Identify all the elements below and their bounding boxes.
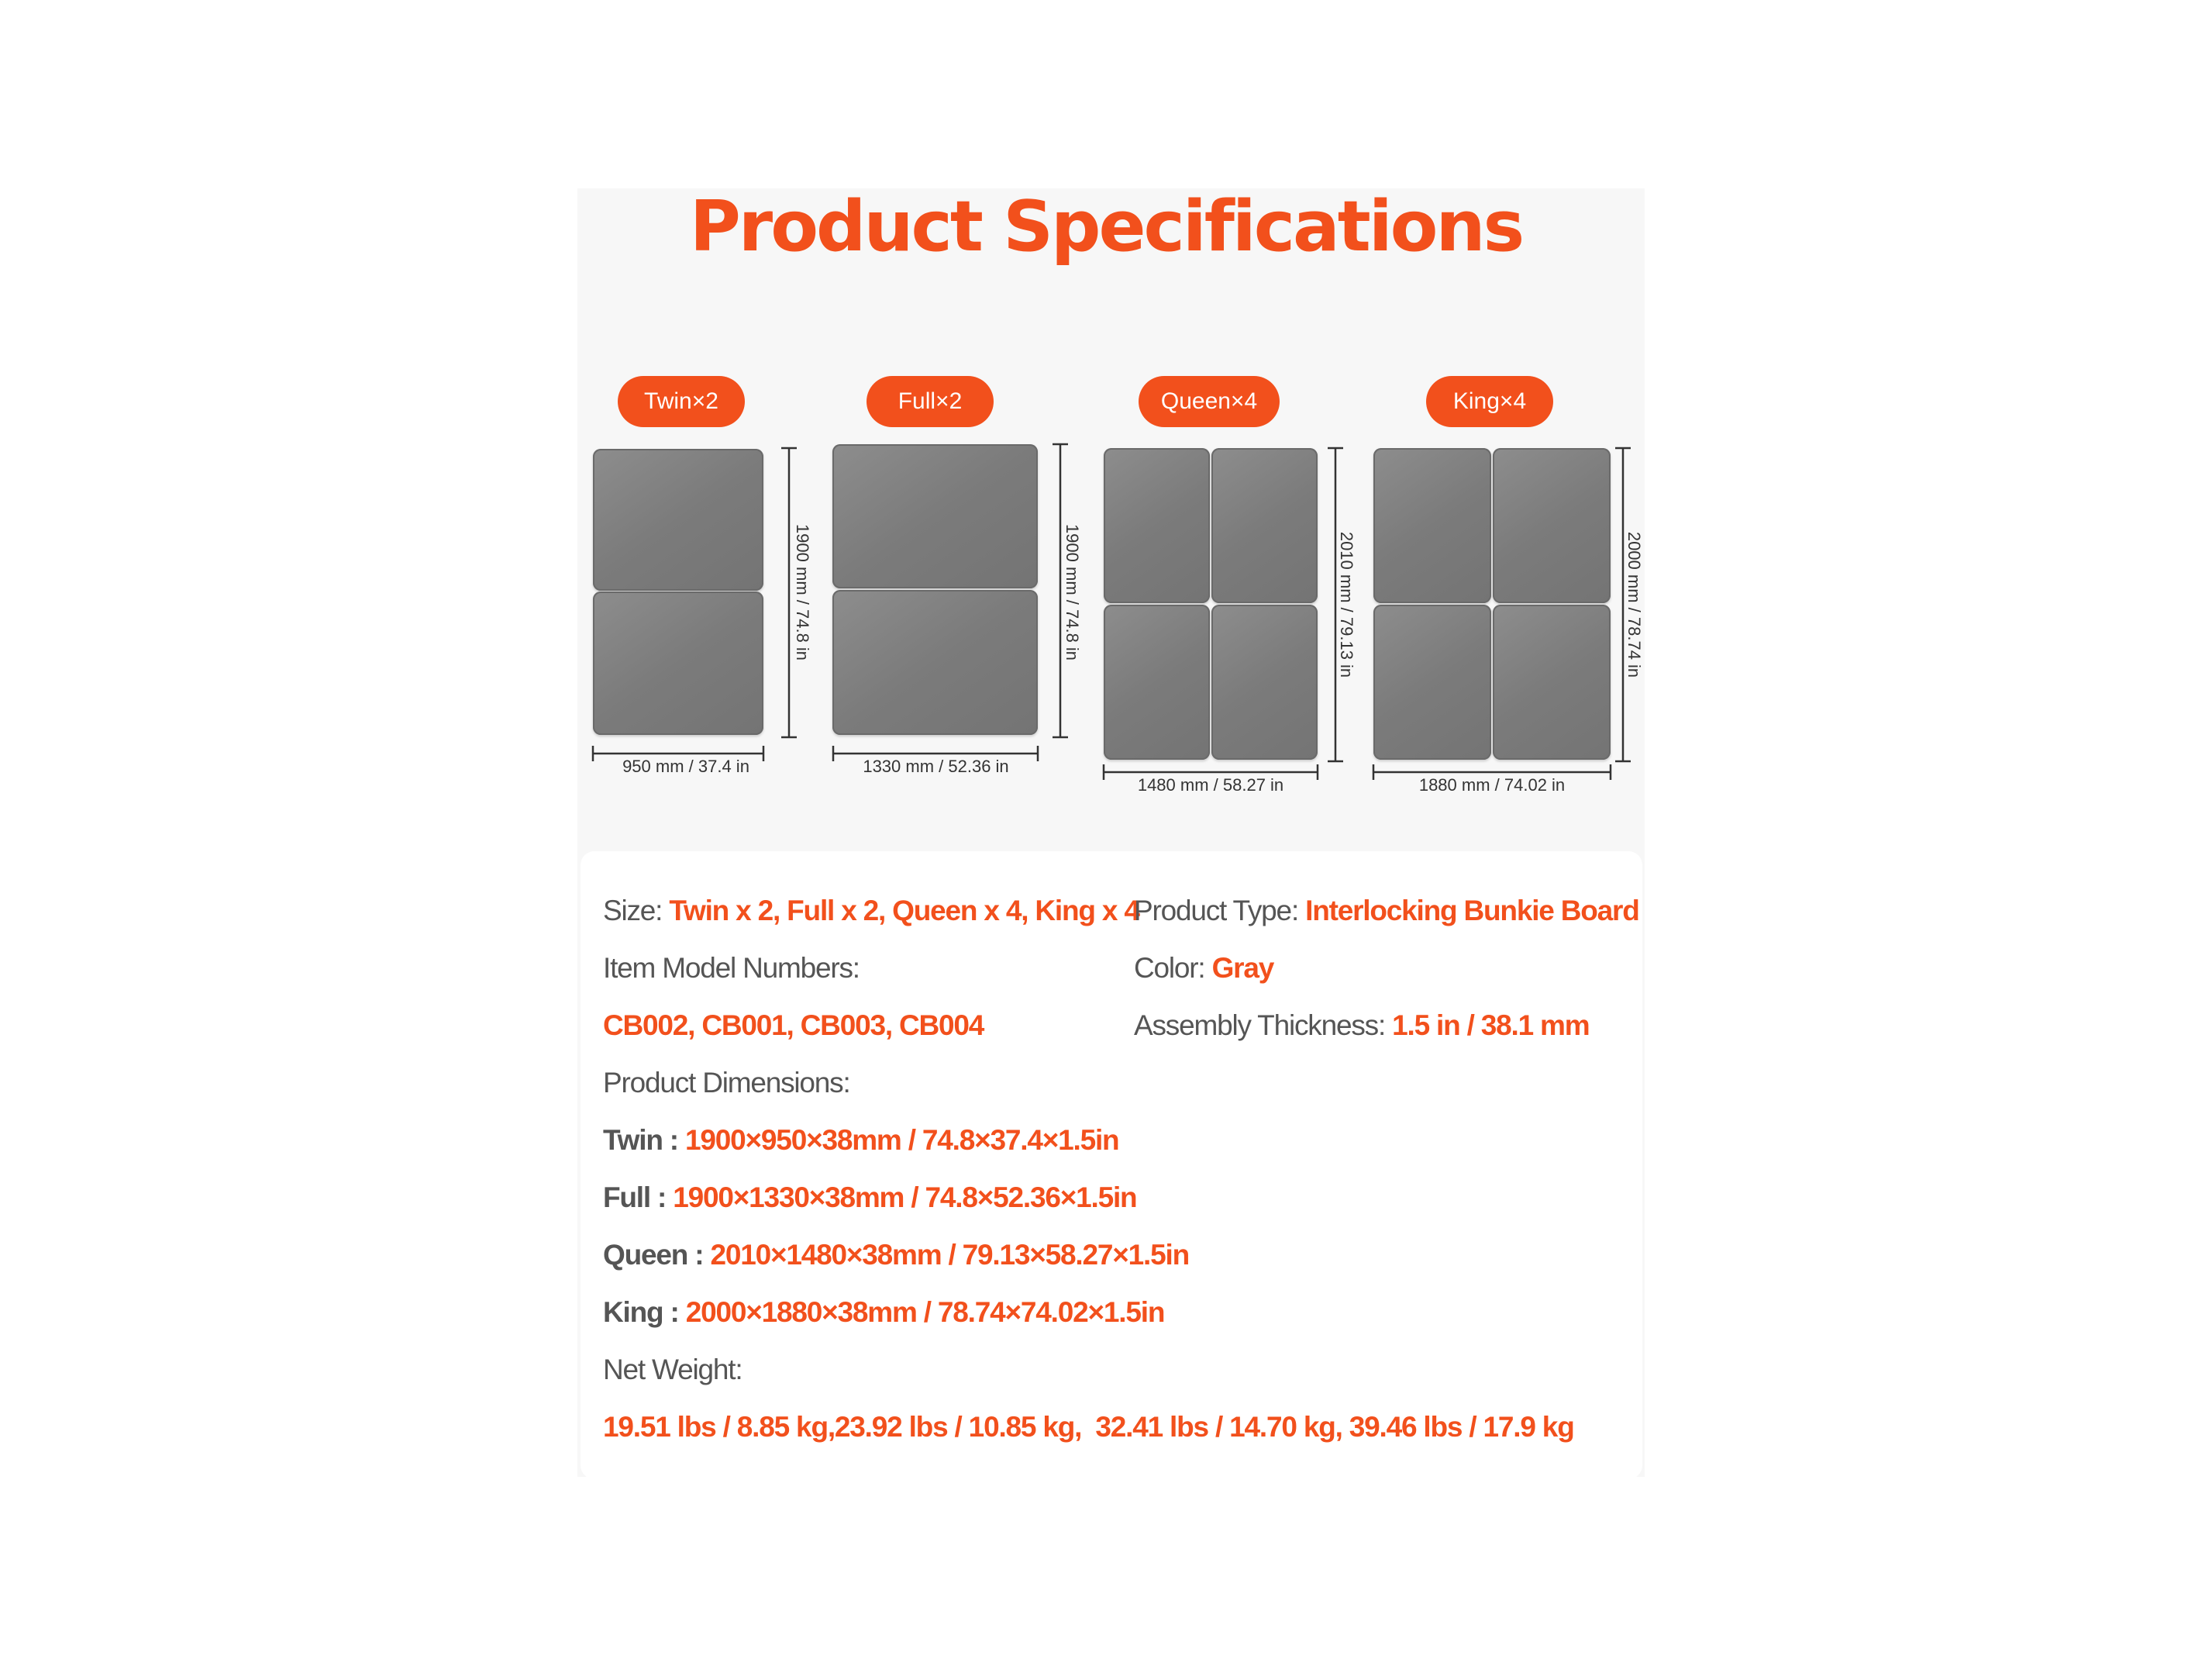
full-dimension-row	[603, 1178, 1136, 1217]
model-numbers-value: CB002, CB001, CB003, CB004	[603, 1009, 984, 1041]
full-board-bottom	[832, 590, 1038, 735]
twin-size-pill: Twin×2	[618, 376, 745, 427]
full-size-pill: Full×2	[867, 376, 994, 427]
twin-dimension-row	[603, 1121, 1118, 1160]
queen-board-4	[1211, 605, 1318, 760]
queen-board-3	[1104, 605, 1210, 760]
size-value: Twin x 2, Full x 2, Queen x 4, King x 4	[669, 895, 1139, 926]
queen-dimension-row	[603, 1236, 1189, 1274]
king-board-1	[1373, 448, 1491, 603]
twin-dimension-value: 1900×950×38mm / 74.8×37.4×1.5in	[685, 1124, 1119, 1156]
model-numbers-label: Item Model Numbers:	[603, 952, 860, 984]
queen-board-1	[1104, 448, 1210, 603]
twin-dimension-key: Twin :	[603, 1124, 678, 1156]
twin-board-bottom	[593, 592, 763, 735]
product-type-spec	[1134, 892, 1639, 930]
full-board-top	[832, 444, 1038, 588]
product-type-label: Product Type:	[1134, 895, 1299, 926]
queen-dimension-key: Queen :	[603, 1239, 704, 1271]
model-numbers-spec	[603, 1006, 984, 1045]
king-dimension-row	[603, 1293, 1164, 1332]
page-title: Product Specifications	[689, 186, 1523, 267]
king-dimension-key: King :	[603, 1296, 679, 1328]
dimensions-label: Product Dimensions:	[603, 1067, 850, 1099]
color-spec	[1134, 949, 1273, 988]
queen-dimension-value: 2010×1480×38mm / 79.13×58.27×1.5in	[710, 1239, 1189, 1271]
king-dimension-value: 2000×1880×38mm / 78.74×74.02×1.5in	[685, 1296, 1165, 1328]
king-board-4	[1493, 605, 1611, 760]
net-weight-spec	[603, 1408, 1574, 1447]
king-board-2	[1493, 448, 1611, 603]
full-length-label: 1900 mm / 74.8 in	[1063, 523, 1082, 661]
full-width-label: 1330 mm / 52.36 in	[863, 757, 1009, 776]
thickness-value: 1.5 in / 38.1 mm	[1392, 1009, 1590, 1041]
color-label: Color:	[1134, 952, 1205, 984]
twin-length-label: 1900 mm / 74.8 in	[793, 523, 812, 661]
queen-size-pill: Queen×4	[1139, 376, 1280, 427]
thickness-label: Assembly Thickness:	[1134, 1009, 1386, 1041]
thickness-spec	[1134, 1006, 1589, 1045]
queen-board-2	[1211, 448, 1318, 603]
net-weight-label: Net Weight:	[603, 1354, 743, 1385]
full-dimension-value: 1900×1330×38mm / 74.8×52.36×1.5in	[673, 1181, 1137, 1213]
king-board-3	[1373, 605, 1491, 760]
product-type-value: Interlocking Bunkie Board	[1305, 895, 1639, 926]
king-length-label: 2000 mm / 78.74 in	[1625, 531, 1644, 678]
color-value: Gray	[1211, 952, 1274, 984]
king-width-label: 1880 mm / 74.02 in	[1418, 775, 1566, 795]
king-size-pill: King×4	[1426, 376, 1553, 427]
net-weight-value: 19.51 lbs / 8.85 kg,23.92 lbs / 10.85 kg, 32.41 lbs / 14.70 kg, 39.46 lbs / 17.9 kg	[603, 1411, 1574, 1443]
full-dimension-key: Full :	[603, 1181, 667, 1213]
size-label: Size:	[603, 895, 663, 926]
twin-board-top	[593, 449, 763, 591]
size-spec	[603, 892, 1139, 930]
queen-width-label: 1480 mm / 58.27 in	[1137, 775, 1284, 795]
queen-length-label: 2010 mm / 79.13 in	[1337, 531, 1356, 678]
twin-width-label: 950 mm / 37.4 in	[622, 757, 749, 776]
